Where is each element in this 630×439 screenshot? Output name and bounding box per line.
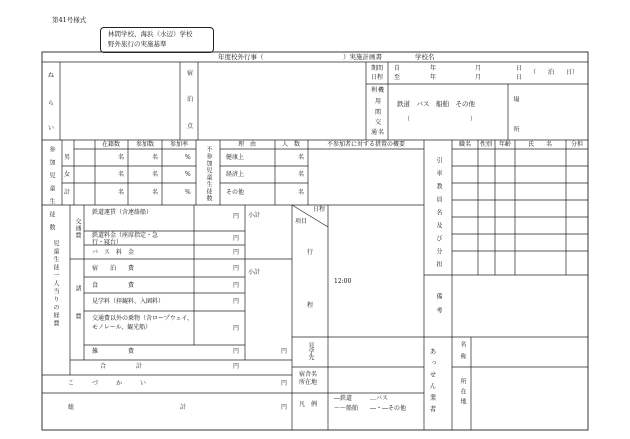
place-label: 場所 [512, 96, 519, 156]
date-label: 日程 [371, 74, 384, 81]
transport-char-7: 名 [378, 129, 385, 136]
transport-char-1: 利 [371, 87, 378, 94]
unit: 名 [152, 171, 159, 178]
to-day: 日 [516, 74, 523, 81]
remarks-label: 備考 [435, 293, 442, 321]
visit-label: 見学先 [307, 342, 314, 360]
from-prefix: 自 [394, 65, 401, 72]
participants-row-male: 男 [64, 154, 71, 161]
participants-side-label: 参加児童生徒数 [48, 146, 55, 237]
to-year: 年 [430, 74, 437, 81]
sum-label: 合 計 [100, 363, 143, 370]
transport-char-3: 用 [375, 98, 382, 105]
unit: 名 [298, 154, 305, 161]
unit: 円 [233, 325, 240, 332]
form-number: 第41号様式 [52, 16, 87, 24]
unit: 円 [233, 235, 240, 242]
cost-other-rides: 交通費以外の乗物（含ロープウェイ、モノレール、観光船） [92, 315, 193, 331]
unit: 名 [152, 189, 159, 196]
participants-row-female: 女 [64, 171, 71, 178]
agency-name-label: 名称 [459, 341, 466, 365]
cost-rail-fare: 鉄道運賃（含連絡船） [92, 209, 153, 216]
unit: % [185, 171, 191, 178]
time-mark: 12:00 [334, 278, 352, 285]
staff-header-title: 職名 [458, 141, 472, 148]
transport-cost-label: 交通費 [74, 218, 81, 239]
to-prefix: 至 [394, 74, 401, 81]
unit: 円 [233, 282, 240, 289]
lodging-name-label: 宿舎名 所在地 [299, 371, 318, 386]
purpose-char-3: い [48, 125, 55, 132]
total-unit: 円 [281, 404, 288, 411]
purpose-char-2: ら [48, 100, 55, 107]
unit: % [185, 189, 191, 196]
cost-lodging: 宿 泊 費 [92, 265, 135, 272]
transport-options: 鉄道 バス 船舶 その他 [397, 100, 475, 108]
agency-side-label: あっせん業者 [428, 348, 437, 417]
participants-row-total: 計 [64, 189, 71, 196]
notice-line-2: 野外旅行の実施基準 [108, 40, 167, 48]
to-month: 月 [475, 74, 482, 81]
unit: 円 [233, 213, 240, 220]
unit: 名 [298, 171, 305, 178]
cost-bus: バ ス 料 金 [92, 249, 135, 256]
allowance-label: こ づ か い [68, 380, 153, 387]
staff-header-age: 年齢 [498, 141, 512, 148]
lodging-char-2: 泊 [187, 96, 194, 103]
unit: % [185, 154, 191, 161]
costs-side-label: 児童生徒一人当りの経費 [52, 240, 59, 328]
subtotal-2: 小計 [248, 269, 261, 276]
nonparticipants-header-reason: 理 由 [237, 141, 257, 148]
unit: 円 [233, 249, 240, 256]
subtotal-1: 小計 [248, 212, 261, 219]
transport-paren: （ ） [404, 116, 477, 123]
legend-line-2: ～～船舶 ―・―その他 [334, 405, 407, 412]
itinerary-label-1: 行 [307, 249, 314, 256]
transport-char-6: 通 [371, 129, 378, 136]
transport-char-4: 関 [375, 109, 382, 116]
lodging-char-1: 宿 [187, 70, 194, 77]
sum-unit-right: 円 [281, 348, 288, 355]
notice-line-1: 林間学校、海浜（水辺）学校 [108, 30, 193, 38]
from-month: 月 [475, 65, 482, 72]
nights-days: （ 泊 日） [530, 69, 579, 76]
unit: 円 [233, 348, 240, 355]
itinerary-diag-top: 日程 [313, 206, 326, 213]
itinerary-diag-bottom: 項目 [295, 218, 308, 225]
nonparticipants-header-count: 人 数 [281, 141, 301, 148]
unit: 名 [118, 189, 125, 196]
unit: 円 [233, 298, 240, 305]
doc-title-right: ）実施計画書 [343, 53, 382, 61]
from-year: 年 [430, 65, 437, 72]
nonparticipants-side-label: 不参加児童生徒数 [205, 146, 212, 202]
unit: 円 [233, 265, 240, 272]
unit: 名 [118, 154, 125, 161]
itinerary-label-2: 程 [307, 302, 314, 309]
participants-header-rate: 参加率 [169, 141, 189, 148]
period-label: 期間 [371, 65, 384, 72]
staff-header-name: 氏 名 [527, 141, 553, 148]
participants-header-enrolled: 在籍数 [101, 141, 121, 148]
misc-cost-label: 諸費 [74, 285, 81, 341]
from-day: 日 [516, 65, 523, 72]
legend-label: 凡 例 [299, 401, 318, 408]
nonparticipants-header-measures: 不参加者に対する措置の概要 [326, 141, 406, 148]
nonparticipants-economic: 経済上 [226, 171, 245, 178]
unit: 名 [298, 189, 305, 196]
school-label: 学校名 [415, 53, 435, 61]
cost-rail-charge: 鉄道料金（座席指定・急行・寝台） [92, 232, 159, 246]
doc-title-left: 年度校外行事（ [218, 53, 264, 61]
total-label: 総 計 [68, 404, 197, 411]
purpose-char-1: ね [48, 72, 55, 79]
staff-side-label: 引率教員名及び分担 [435, 157, 442, 274]
unit: 名 [118, 171, 125, 178]
unit: 名 [152, 154, 159, 161]
participants-header-joined: 参加数 [135, 141, 155, 148]
transport-char-5: 交 [375, 119, 382, 126]
cost-misc: 雑 費 [92, 348, 135, 355]
cost-admission: 見学料（拝観料、入園料） [92, 298, 165, 305]
staff-header-sex: 性別 [479, 141, 493, 148]
cost-meals: 食 費 [92, 282, 135, 289]
staff-header-role: 分担 [570, 141, 584, 148]
allowance-unit: 円 [281, 380, 288, 387]
nonparticipants-other: その他 [226, 189, 245, 196]
agency-address-label: 所在地 [459, 378, 466, 408]
transport-char-2: 機 [378, 87, 385, 94]
legend-line-1: ―鉄道 …バス [334, 395, 389, 402]
sum-unit: 円 [233, 363, 240, 370]
lodging-char-3: 点 [187, 123, 194, 130]
nonparticipants-health: 健康上 [226, 154, 245, 161]
